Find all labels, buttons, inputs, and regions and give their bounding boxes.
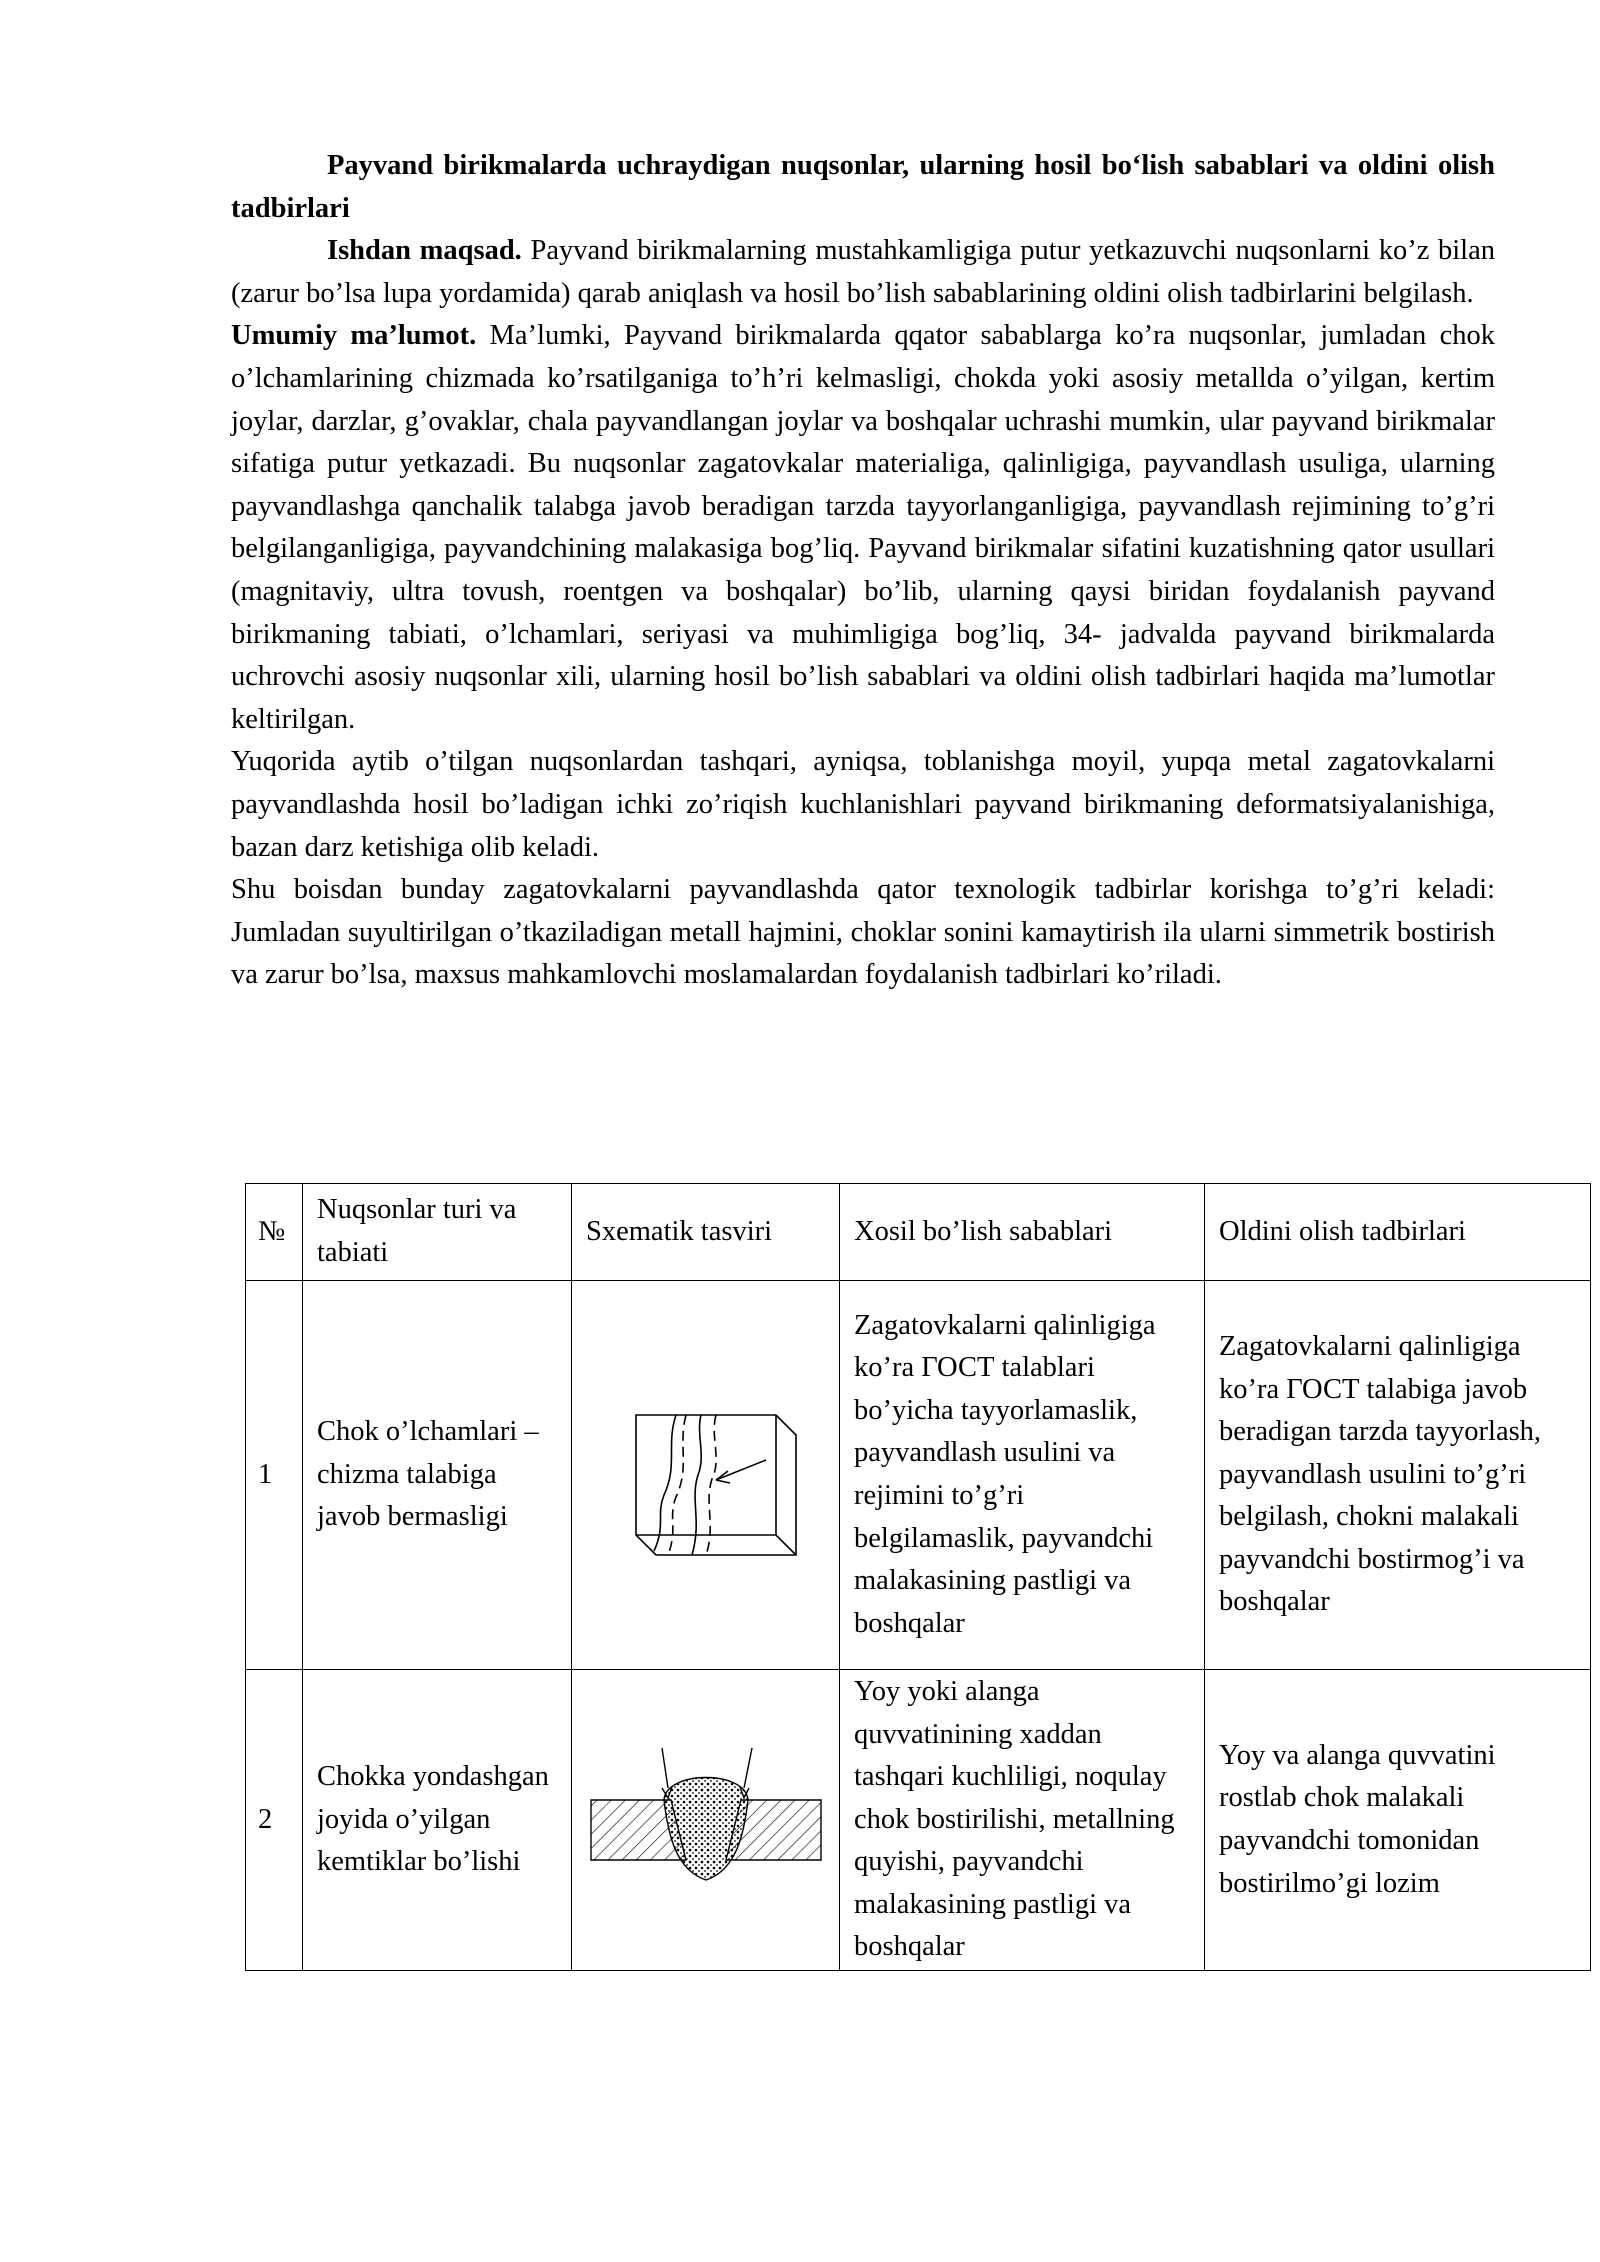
paragraph-internal-stress: Yuqorida aytib o’tilgan nuqsonlardan tashqari, ayniqsa, toblanishga moyil, yupqa metal zagatovkalarni payvandlashda hosil bo’ladigan ichki zo’riqish kuchlanishlari payvand birikmaning deformatsiyalanishiga, bazan darz ketishiga olib keladi. xyxy=(231,746,1495,863)
header-schematic: Sxematik tasviri xyxy=(572,1184,840,1281)
header-number: № xyxy=(246,1184,303,1281)
document-body xyxy=(231,145,1495,997)
general-info-paragraph xyxy=(231,315,1495,741)
row-number: 2 xyxy=(246,1670,303,1971)
defect-type: Chok o’lchamlari – chizma talabiga javob bermasligi xyxy=(303,1281,572,1670)
defect-type: Chokka yondashgan joyida o’yilgan kemtiklar bo’lishi xyxy=(303,1670,572,1971)
schematic-cell xyxy=(572,1670,840,1971)
defect-causes: Yoy yoki alanga quvvatinining xaddan tashqari kuchliligi, noqulay chok bostirilishi, metallning quyishi, payvandchi malakasining pastligi va boshqalar xyxy=(840,1670,1205,1971)
header-prevention: Oldini olish tadbirlari xyxy=(1205,1184,1591,1281)
table-row xyxy=(246,1281,1591,1670)
paragraph-technological-measures: Shu boisdan bunday zagatovkalarni payvandlashda qator texnologik tadbirlar korishga to’g’ri keladi: Jumladan suyultirilgan o’tkaziladigan metall hajmini, choklar sonini kamaytirish ila ularni simmetrik bostirish va zarur bo’lsa, maxsus mahkamlovchi moslamalardan foydalanish tadbirlari ko’riladi. xyxy=(231,874,1495,991)
general-info-text: Ma’lumki, Payvand birikmalarda qqator sabablarga ko’ra nuqsonlar, jumladan chok o’lchamlarining chizmada ko’rsatilganiga to’h’ri kelmasligi, chokda yoki asosiy metallda o’yilgan, kertim joylar, darzlar, g’ovaklar, chala payvandlangan joylar va boshqalar uchrashi mumkin, ular payvand birikmalar sifatiga putur yetkazadi. Bu nuqsonlar zagatovkalar materialiga, qalinligiga, payvandlash usuliga, ularning payvandlashga qanchalik talabga javob beradigan tarzda tayyorlanganligiga, payvandlash rejimining to’g’ri belgilanganligiga, payvandchining malakasiga bog’liq. Payvand birikmalar sifatini kuzatishning qator usullari (magnitaviy, ultra tovush, roentgen va boshqalar) bo’lib, ularning qaysi biridan foydalanish payvand birikmaning tabiati, o’lchamlari, seriyasi va muhimligiga bog’liq, 34- jadvalda payvand birikmalarda uchrovchi asosiy nuqsonlar xili, ularning hosil bo’lish sabablari va oldini olish tadbirlari haqida ma’lumotlar keltirilgan. xyxy=(231,320,1495,735)
defect-prevention: Zagatovkalarni qalinligiga ko’ra ГОСТ talabiga javob beradigan tarzda tayyorlash, payvandlash usulini to’g’ri belgilash, chokni malakali payvandchi bostirmog’i va boshqalar xyxy=(1205,1281,1591,1670)
header-defect-type: Nuqsonlar turi va tabiati xyxy=(303,1184,572,1281)
row-number: 1 xyxy=(246,1281,303,1670)
aim-text: Payvand birikmalarning mustahkamligiga putur yetkazuvchi nuqsonlarni ko’z bilan (zarur bo’lsa lupa yordamida) qarab aniqlash va hosil bo’lish sabablarining oldini olish tadbirlarini belgilash. xyxy=(231,235,1496,309)
defects-table xyxy=(245,1183,1591,1971)
general-info-label: Umumiy ma’lumot. xyxy=(231,320,477,352)
defect-prevention: Yoy va alanga quvvatini rostlab chok malakali payvandchi tomonidan bostirilmo’gi lozim xyxy=(1205,1670,1591,1971)
document-title: Payvand birikmalarda uchraydigan nuqsonlar, ularning hosil bo‘lish sabablari va oldini olish tadbirlari xyxy=(231,150,1495,224)
weld-seam-schematic-icon xyxy=(606,1375,806,1575)
aim-label: Ishdan maqsad. xyxy=(327,235,522,267)
table-header-row xyxy=(246,1184,1591,1281)
defect-causes: Zagatovkalarni qalinligiga ko’ra ГОСТ talablari bo’yicha tayyorlamaslik, payvandlash usulini va rejimini to’g’ri belgilamaslik, payvandchi malakasining pastligi va boshqalar xyxy=(840,1281,1205,1670)
aim-paragraph xyxy=(231,230,1495,315)
undercut-weld-schematic-icon xyxy=(586,1740,826,1900)
schematic-cell xyxy=(572,1281,840,1670)
header-causes: Xosil bo’lish sabablari xyxy=(840,1184,1205,1281)
table-row xyxy=(246,1670,1591,1971)
